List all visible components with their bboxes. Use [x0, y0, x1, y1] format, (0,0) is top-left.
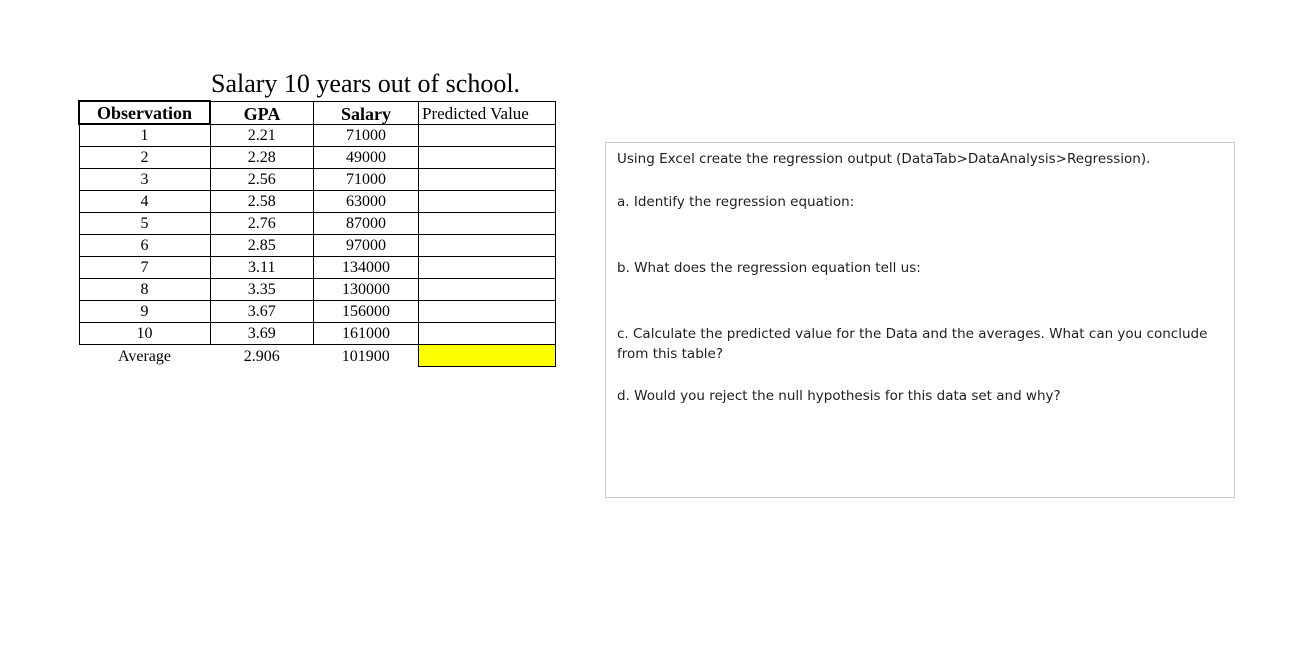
salary-cell[interactable]: 49000 [314, 147, 419, 169]
observation-cell[interactable]: 2 [79, 147, 210, 169]
question-a: a. Identify the regression equation: [617, 194, 855, 210]
table-body [79, 124, 556, 345]
salary-cell[interactable]: 130000 [314, 279, 419, 301]
salary-cell[interactable]: 156000 [314, 301, 419, 323]
salary-table [78, 100, 556, 367]
gpa-cell[interactable]: 3.11 [210, 257, 314, 279]
average-label[interactable]: Average [118, 347, 171, 365]
observation-cell[interactable]: 4 [79, 191, 210, 213]
predicted-value-cell[interactable] [419, 147, 556, 169]
salary-cell[interactable]: 134000 [314, 257, 419, 279]
predicted-value-cell[interactable] [419, 235, 556, 257]
average-predicted-cell[interactable] [419, 345, 556, 367]
header-predicted-value[interactable]: Predicted Value [419, 101, 556, 124]
salary-cell[interactable]: 71000 [314, 169, 419, 191]
gpa-cell[interactable]: 3.67 [210, 301, 314, 323]
question-d: d. Would you reject the null hypothesis for this data set and why? [617, 388, 1061, 404]
header-salary[interactable]: Salary [314, 101, 419, 124]
table-row [79, 147, 556, 169]
observation-cell[interactable]: 7 [79, 257, 210, 279]
salary-cell[interactable]: 63000 [314, 191, 419, 213]
question-intro: Using Excel create the regression output (DataTab>DataAnalysis>Regression). [617, 151, 1151, 167]
sheet-title: Salary 10 years out of school. [211, 69, 521, 98]
observation-cell[interactable]: 6 [79, 235, 210, 257]
gpa-cell[interactable]: 3.35 [210, 279, 314, 301]
questions-textbox[interactable] [605, 142, 1235, 498]
gpa-cell[interactable]: 2.56 [210, 169, 314, 191]
predicted-value-cell[interactable] [419, 191, 556, 213]
predicted-value-cell[interactable] [419, 279, 556, 301]
gpa-cell[interactable]: 2.58 [210, 191, 314, 213]
table-row [79, 323, 556, 345]
observation-cell[interactable]: 9 [79, 301, 210, 323]
table-row [79, 169, 556, 191]
gpa-cell[interactable]: 2.21 [210, 124, 314, 147]
table-row [79, 279, 556, 301]
gpa-cell[interactable]: 2.85 [210, 235, 314, 257]
observation-cell[interactable]: 10 [79, 323, 210, 345]
question-b: b. What does the regression equation tell us: [617, 260, 921, 276]
predicted-value-cell[interactable] [419, 124, 556, 147]
predicted-value-cell[interactable] [419, 257, 556, 279]
table-row [79, 301, 556, 323]
observation-cell[interactable]: 5 [79, 213, 210, 235]
average-salary[interactable]: 101900 [341, 347, 390, 365]
table-header-row [79, 101, 556, 124]
observation-cell[interactable]: 3 [79, 169, 210, 191]
predicted-value-cell[interactable] [419, 301, 556, 323]
table-row [79, 235, 556, 257]
predicted-value-cell[interactable] [419, 169, 556, 191]
predicted-value-cell[interactable] [419, 213, 556, 235]
salary-cell[interactable]: 87000 [314, 213, 419, 235]
header-gpa[interactable]: GPA [210, 101, 314, 124]
observation-cell[interactable]: 1 [79, 124, 210, 147]
gpa-cell[interactable]: 3.69 [210, 323, 314, 345]
gpa-cell[interactable]: 2.28 [210, 147, 314, 169]
header-observation[interactable]: Observation [79, 101, 210, 124]
question-c: c. Calculate the predicted value for the Data and the averages. What can you conclude from this table? [617, 326, 1208, 362]
table-row [79, 257, 556, 279]
average-row [79, 345, 556, 367]
table-row [79, 213, 556, 235]
table-row [79, 124, 556, 147]
predicted-value-cell[interactable] [419, 323, 556, 345]
average-gpa[interactable]: 2.906 [243, 347, 280, 365]
gpa-cell[interactable]: 2.76 [210, 213, 314, 235]
salary-cell[interactable]: 161000 [314, 323, 419, 345]
salary-cell[interactable]: 71000 [314, 124, 419, 147]
observation-cell[interactable]: 8 [79, 279, 210, 301]
table-row [79, 191, 556, 213]
salary-cell[interactable]: 97000 [314, 235, 419, 257]
